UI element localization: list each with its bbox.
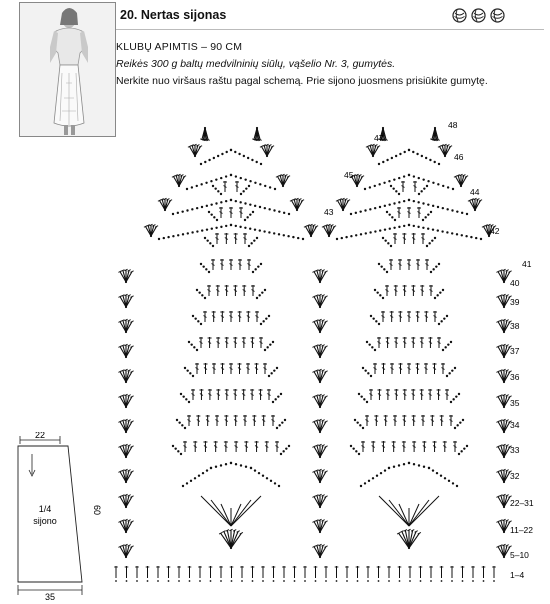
fan-stitch [312,444,327,458]
double-crochet [416,259,420,270]
chain-stitches [430,263,440,273]
fan-stitch [468,198,482,211]
v-shell [379,496,439,526]
row-number: 37 [510,346,520,356]
chain-stitches [184,367,194,377]
double-crochet [371,441,375,452]
double-crochet [242,337,246,348]
double-crochet [203,311,207,322]
double-crochet [220,259,224,270]
double-crochet [389,259,393,270]
double-crochet [259,389,263,400]
double-crochet [401,181,405,192]
double-crochet [381,311,385,322]
double-crochet [413,181,417,192]
double-crochet [377,389,381,400]
row-number: 11–22 [510,525,534,535]
double-crochet [416,363,420,374]
fan-stitch [118,294,133,308]
double-crochet [233,389,237,400]
fan-stitch [322,224,336,237]
double-crochet [262,415,266,426]
double-crochet [199,389,203,400]
double-crochet [229,311,233,322]
chain-stitches [454,419,464,429]
double-crochet [233,337,237,348]
double-crochet [417,207,421,218]
double-crochet [403,389,407,400]
double-crochet [420,337,424,348]
row-number: 47 [374,133,384,143]
double-crochet [246,311,250,322]
chain-stitches [186,174,276,190]
double-crochet [394,337,398,348]
double-crochet [392,441,396,452]
fan-stitch [312,469,327,483]
chain-stitches [458,445,468,455]
fan-stitch [252,127,261,141]
double-crochet [247,259,251,270]
row-number: 46 [454,152,464,162]
double-crochet [402,233,406,244]
fan-stitch [219,529,243,549]
double-crochet [407,259,411,270]
fan-stitch [118,544,133,558]
fan-stitch [118,519,133,533]
fan-stitch [188,144,202,157]
fan-stitch [118,319,133,333]
model-photo [19,2,116,137]
row-number: 32 [510,471,520,481]
chain-stitches [188,341,198,351]
chain-stitches [358,393,368,403]
chain-stitches [426,237,436,247]
chain-stitches [360,462,458,487]
double-crochet [412,441,416,452]
double-crochet [229,259,233,270]
double-crochet [208,337,212,348]
double-crochet [195,363,199,374]
double-crochet [215,415,219,426]
chain-stitches [248,237,258,247]
double-crochet [407,363,411,374]
fan-stitch [312,494,327,508]
double-crochet [397,207,401,218]
chain-stitches [364,174,454,190]
double-crochet [393,233,397,244]
chain-stitches [272,393,282,403]
double-crochet [394,389,398,400]
schema-top-width: 22 [34,432,46,440]
double-crochet [365,415,369,426]
double-crochet [223,181,227,192]
double-crochet [211,259,215,270]
row-number: 44 [470,187,480,197]
double-crochet [403,285,407,296]
chain-stitches [208,211,218,221]
double-crochet [243,415,247,426]
chain-stitches [180,393,190,403]
row-number: 48 [448,120,458,130]
double-crochet [250,337,254,348]
double-crochet [428,337,432,348]
chain-stitches [200,263,210,273]
chain-stitches [172,445,182,455]
chain-stitches [176,419,186,429]
foundation-row [114,566,496,582]
double-crochet [215,233,219,244]
double-crochet [212,363,216,374]
row-number: 5–10 [510,550,529,560]
double-crochet [394,285,398,296]
double-crochet [234,441,238,452]
fan-stitch [158,198,172,211]
row-number: 34 [510,420,520,430]
chain-stitches [378,263,388,273]
chain-stitches [260,315,270,325]
double-crochet [224,415,228,426]
fan-stitch [336,198,350,211]
row-number: 42 [490,226,500,236]
double-crochet [421,415,425,426]
double-crochet [255,311,259,322]
fan-stitch [304,224,318,237]
crochet-chart [112,108,550,598]
fan-stitch [172,174,186,187]
double-crochet [424,363,428,374]
double-crochet [225,389,229,400]
fan-stitch [118,344,133,358]
double-crochet [246,363,250,374]
double-crochet [411,337,415,348]
double-crochet [235,181,239,192]
double-crochet [229,363,233,374]
chain-stitches [268,367,278,377]
chain-stitches [336,224,482,240]
schema-bottom-width: 35 [44,592,56,602]
fan-stitch [118,269,133,283]
double-crochet [402,415,406,426]
double-crochet [265,441,269,452]
double-crochet [271,415,275,426]
chain-stitches [382,237,392,247]
double-crochet [214,441,218,452]
double-crochet [398,259,402,270]
double-crochet [411,389,415,400]
double-crochet [234,415,238,426]
yarn-ball-icon [452,8,467,23]
double-crochet [229,207,233,218]
double-crochet [252,415,256,426]
chain-stitches [196,289,206,299]
chain-stitches [240,185,250,195]
chain-stitches [374,289,384,299]
double-crochet [196,415,200,426]
double-crochet [238,363,242,374]
fan-stitch [118,419,133,433]
double-crochet [225,337,229,348]
double-crochet [220,311,224,322]
schema-length: 60 [92,504,102,516]
chain-stitches [390,185,400,195]
double-crochet [275,441,279,452]
double-crochet [390,311,394,322]
double-crochet [221,363,225,374]
row-number: 1–4 [510,570,525,580]
chart-symbols [114,127,511,582]
double-crochet [193,441,197,452]
fan-stitch [260,144,274,157]
fan-stitch [397,529,421,549]
fan-stitch [312,394,327,408]
double-crochet [377,337,381,348]
chain-stitches [280,445,290,455]
double-crochet [242,389,246,400]
double-crochet [390,363,394,374]
fan-stitch [118,469,133,483]
double-crochet [373,363,377,374]
double-crochet [425,259,429,270]
double-crochet [385,285,389,296]
row-number: 41 [522,259,532,269]
double-crochet [412,233,416,244]
title-bar [116,8,544,30]
double-crochet [433,441,437,452]
chain-stitches [354,419,364,429]
schema-part-label: sijono [33,516,57,526]
double-crochet [255,363,259,374]
row-number: 33 [510,445,520,455]
double-crochet [183,441,187,452]
double-crochet [382,363,386,374]
double-crochet [428,389,432,400]
chain-stitches [212,185,222,195]
double-crochet [403,337,407,348]
yarn-ball-icon [490,8,505,23]
double-crochet [433,363,437,374]
double-crochet [381,441,385,452]
fan-stitch [454,174,468,187]
double-crochet [187,415,191,426]
fan-stitch [118,444,133,458]
chain-stitches [350,445,360,455]
double-crochet [416,311,420,322]
double-crochet [441,363,445,374]
double-crochet [420,389,424,400]
double-crochet [207,285,211,296]
row-number: 35 [510,398,520,408]
fan-stitch [312,419,327,433]
fan-stitch [290,198,304,211]
chain-stitches [370,315,380,325]
chain-stitches [204,237,214,247]
chain-stitches [192,315,202,325]
double-crochet [219,207,223,218]
row-number: 38 [510,321,520,331]
chain-stitches [158,224,304,240]
double-crochet [402,441,406,452]
chain-stitches [276,419,286,429]
double-crochet [244,441,248,452]
fan-stitch [312,319,327,333]
row-number: 36 [510,372,520,382]
materials-text: Reikės 300 g baltų medvilninių siūlų, vąšelio Nr. 3, gumytės. [116,58,396,70]
double-crochet [421,233,425,244]
chain-stitches [422,211,432,221]
double-crochet [361,441,365,452]
fan-stitch [312,344,327,358]
double-crochet [216,337,220,348]
v-shell [201,496,261,526]
double-crochet [449,415,453,426]
double-crochet [407,207,411,218]
row-number: 43 [324,207,334,217]
fan-stitch [144,224,158,237]
double-crochet [440,415,444,426]
double-crochet [369,389,373,400]
row-number: 45 [344,170,354,180]
double-crochet [224,441,228,452]
double-crochet [251,285,255,296]
double-crochet [407,311,411,322]
double-crochet [445,389,449,400]
double-crochet [398,311,402,322]
double-crochet [206,415,210,426]
page-title: 20. Nertas sijonas [120,8,227,22]
model-figure-image [20,3,116,137]
chain-stitches [200,149,262,165]
double-crochet [250,389,254,400]
double-crochet [191,389,195,400]
double-crochet [238,311,242,322]
skirt-panel-schema [10,432,110,602]
row-number: 22–31 [510,498,534,508]
chain-stitches [366,341,376,351]
chain-stitches [362,367,372,377]
double-crochet [233,285,237,296]
double-crochet [412,415,416,426]
fan-stitch [276,174,290,187]
fan-stitch [312,369,327,383]
double-crochet [424,311,428,322]
instructions-text: Nerkite nuo viršaus raštu pagal schemą. Prie sijono juosmens prisiūkite gumytę. [116,75,488,87]
double-crochet [437,337,441,348]
fan-stitch [312,269,327,283]
chain-stitches [450,393,460,403]
chain-stitches [386,211,396,221]
double-crochet [224,233,228,244]
double-crochet [453,441,457,452]
fan-stitch [312,544,327,558]
chain-stitches [244,211,254,221]
double-crochet [255,441,259,452]
schema-fraction-label: 1/4 [38,504,52,514]
double-crochet [411,285,415,296]
hip-measurement: KLUBŲ APIMTIS – 90 CM [116,41,243,53]
double-crochet [259,337,263,348]
chain-stitches [434,289,444,299]
chain-stitches [442,341,452,351]
double-crochet [203,441,207,452]
double-crochet [208,389,212,400]
fan-stitch [118,394,133,408]
double-crochet [243,233,247,244]
fan-stitch [118,494,133,508]
fan-stitch [430,127,439,141]
chain-stitches [182,462,280,487]
double-crochet [199,337,203,348]
chain-stitches [378,149,440,165]
double-crochet [386,389,390,400]
fan-stitch [200,127,209,141]
double-crochet [433,311,437,322]
fan-stitch [118,369,133,383]
fan-stitch [366,144,380,157]
double-crochet [429,285,433,296]
double-crochet [216,389,220,400]
double-crochet [386,337,390,348]
double-crochet [225,285,229,296]
double-crochet [420,285,424,296]
double-crochet [216,285,220,296]
double-crochet [267,389,271,400]
double-crochet [238,259,242,270]
chain-stitches [256,289,266,299]
double-crochet [443,441,447,452]
chain-stitches [264,341,274,351]
double-crochet [242,285,246,296]
double-crochet [263,363,267,374]
chain-stitches [252,263,262,273]
double-crochet [212,311,216,322]
double-crochet [374,415,378,426]
chain-stitches [438,315,448,325]
double-crochet [384,415,388,426]
row-number: 39 [510,297,520,307]
double-crochet [239,207,243,218]
double-crochet [430,415,434,426]
double-crochet [204,363,208,374]
double-crochet [422,441,426,452]
double-crochet [437,389,441,400]
row-number: 40 [510,278,520,288]
yarn-ball-icon [471,8,486,23]
fan-stitch [312,519,327,533]
fan-stitch [312,294,327,308]
fan-stitch [438,144,452,157]
double-crochet [399,363,403,374]
double-crochet [234,233,238,244]
chain-stitches [418,185,428,195]
double-crochet [393,415,397,426]
chain-stitches [446,367,456,377]
